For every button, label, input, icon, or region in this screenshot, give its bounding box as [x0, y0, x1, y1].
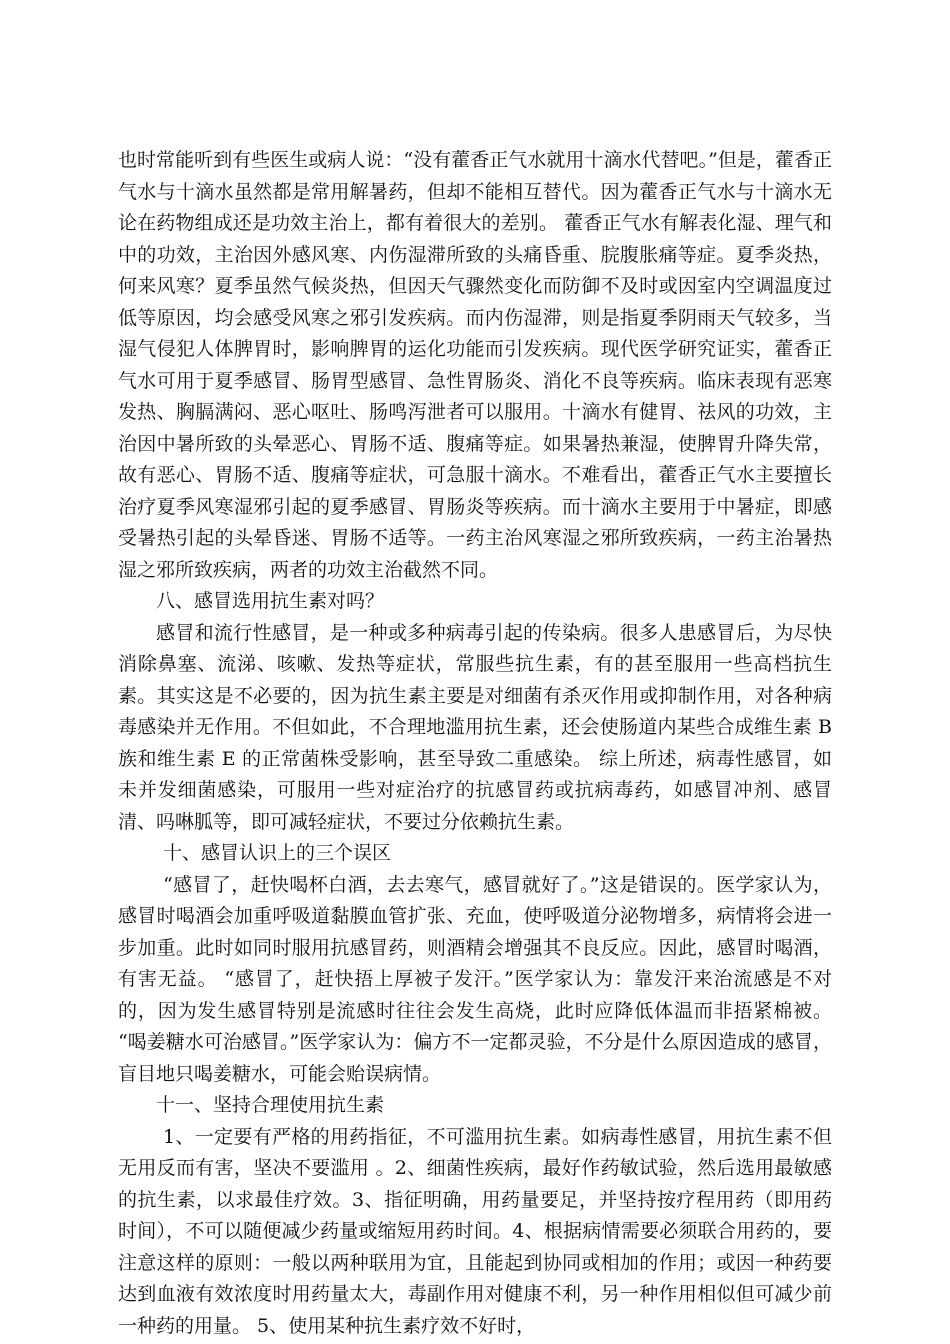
paragraph-cold-misconceptions: “感冒了，赶快喝杯白酒，去去寒气，感冒就好了。”这是错误的。医学家认为，感冒时喝酒会加重呼吸道黏膜血管扩张、充血，使呼吸道分泌物增多，病情将会进一步加重。此时如同时服用抗感冒药，则酒精会增强其不良反应。因此，感冒时喝酒，有害无益。 “感冒了，赶快捂上厚被子发汗。”医学家认为：靠发汗来治流感是不对的，因为发生感冒特别是流感时往往会发生高烧，此时应降低体温而非捂紧棉被。 “喝姜糖水可治感冒。”医学家认为：偏方不一定都灵验，不分是什么原因造成的感冒，盲目地只喝姜糖水，可能会贻误病情。	[118, 873, 832, 1085]
paragraph-huoxiang-vs-shidishui: 也时常能听到有些医生或病人说：“没有藿香正气水就用十滴水代替吧。”但是，藿香正气水与十滴水虽然都是常用解暑药，但却不能相互替代。因为藿香正气水与十滴水无论在药物组成还是功效主治上，都有着很大的差别。 藿香正气水有解表化湿、理气和中的功效，主治因外感风寒、内伤湿滞所致的头痛昏重、脘腹胀痛等症。夏季炎热，何来风寒？夏季虽然气候炎热，但因天气骤然变化而防御不及时或因室内空调温度过低等原因，均会感受风寒之邪引发疾病。而内伤湿滞，则是指夏季阴雨天气较多，当湿气侵犯人体脾胃时，影响脾胃的运化功能而引发疾病。现代医学研究证实，藿香正气水可用于夏季感冒、肠胃型感冒、急性胃肠炎、消化不良等疾病。临床表现有恶寒发热、胸膈满闷、恶心呕吐、肠鸣泻泄者可以服用。十滴水有健胃、祛风的功效，主治因中暑所致的头晕恶心、胃肠不适、腹痛等症。如果暑热兼湿，使脾胃升降失常，故有恶心、胃肠不适、腹痛等症状，可急服十滴水。不难看出，藿香正气水主要擅长治疗夏季风寒湿邪引起的夏季感冒、胃肠炎等疾病。而十滴水主要用于中暑症，即感受暑热引起的头晕昏迷、胃肠不适等。一药主治风寒湿之邪所致疾病，一药主治暑热湿之邪所致疾病，两者的功效主治截然不同。	[118, 149, 832, 581]
section-heading-8: 八、感冒选用抗生素对吗？	[156, 590, 385, 612]
paragraph-rational-antibiotic-use: 1、一定要有严格的用药指征，不可滥用抗生素。如病毒性感冒，用抗生素不但无用反而有害，坚决不要滥用 。2、细菌性疾病，最好作药敏试验，然后选用最敏感的抗生素，以求最佳疗效。3、指征明确，用药量要足，并坚持按疗程用药（即用药时间），不可以随便减少药量或缩短用药时间。4、根据病情需要必须联合用药的，要注意这样的原则：一般以两种联用为宜，且能起到协同或相加的作用；或因一种药要达到血液有效浓度时用药量太大，毒副作用对健康不利，另一种作用相似但可减少前一种药的用量。 5、使用某种抗生素疗效不好时，	[118, 1125, 832, 1337]
section-heading-11: 十一、坚持合理使用抗生素	[156, 1094, 385, 1116]
paragraph-antibiotics-cold: 感冒和流行性感冒，是一种或多种病毒引起的传染病。很多人患感冒后，为尽快消除鼻塞、流涕、咳嗽、发热等症状，常服些抗生素，有的甚至服用一些高档抗生素。其实这是不必要的，因为抗生素主要是对细菌有杀灭作用或抑制作用，对各种病毒感染并无作用。不但如此，不合理地滥用抗生素，还会使肠道内某些合成维生素 B 族和维生素 E 的正常菌株受影响，甚至导致二重感染。 综上所述，病毒性感冒，如未并发细菌感染，可服用一些对症治疗的抗感冒药或抗病毒药，如感冒冲剂、感冒清、吗啉胍等，即可减轻症状，不要过分依赖抗生素。	[118, 621, 832, 833]
document-page	[118, 145, 832, 1342]
section-heading-10: 十、感冒认识上的三个误区	[163, 842, 392, 864]
